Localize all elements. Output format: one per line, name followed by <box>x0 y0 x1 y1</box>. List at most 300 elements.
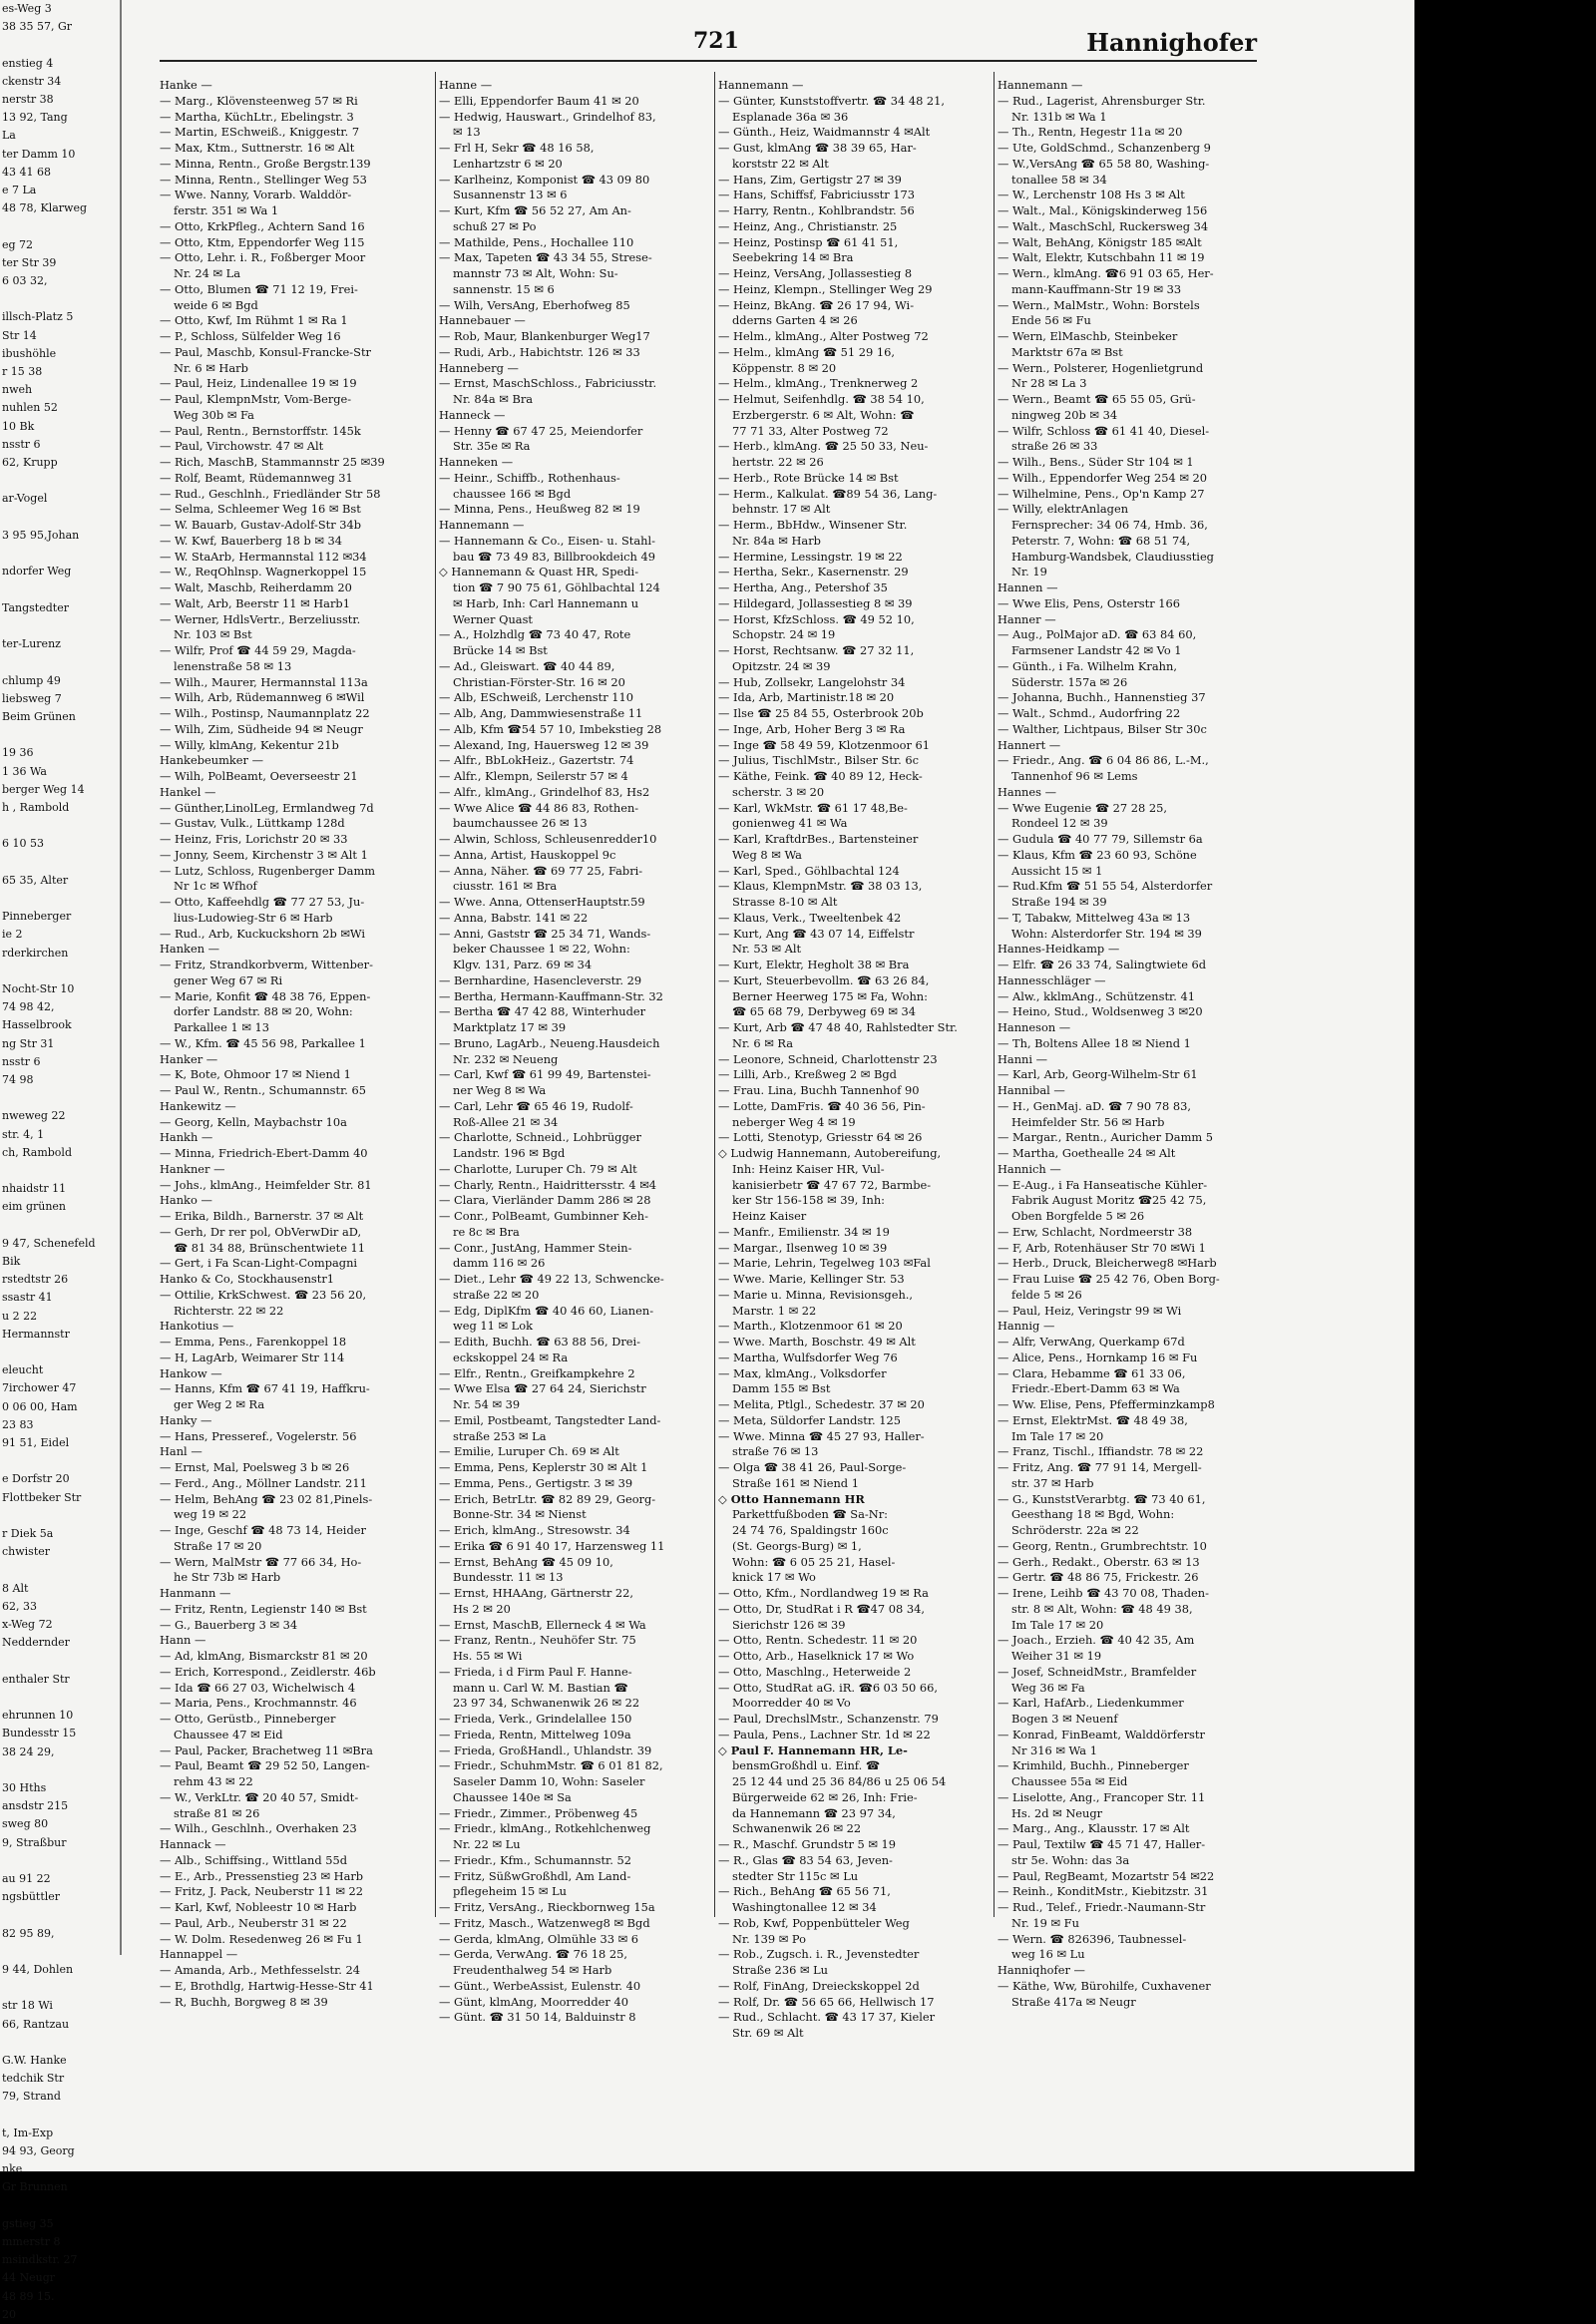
fragment-line: nsstr 6 <box>2 437 41 451</box>
directory-entry: — Erw, Schlacht, Nordmeerstr 38 <box>998 1224 1193 1239</box>
directory-entry: — Heinz, VersAng, Jollassestieg 8 <box>718 266 913 280</box>
directory-entry: Nr. 139 ✉ Po <box>732 1931 806 1946</box>
directory-entry: — Otto, Blumen ☎ 71 12 19, Frei- <box>160 281 358 296</box>
directory-entry: — Frieda, Rentn, Mittelweg 109a <box>439 1727 631 1742</box>
directory-entry: — Inge, Arb, Hoher Berg 3 ✉ Ra <box>718 721 906 736</box>
directory-entry: Weg 8 ✉ Wa <box>732 847 802 862</box>
directory-entry: — Paul, Heiz, Lindenallee 19 ✉ 19 <box>160 376 357 391</box>
fragment-line: ngsbüttler <box>2 1890 61 1904</box>
fragment-line: 9 44, Dohlen <box>2 1962 74 1976</box>
directory-entry: Oben Borgfelde 5 ✉ 26 <box>1011 1209 1145 1223</box>
fragment-line: 48 89 15. <box>2 2289 55 2303</box>
directory-entry: Marktplatz 17 ✉ 39 <box>453 1020 567 1034</box>
directory-entry: — Horst, Rechtsanw. ☎ 27 32 11, <box>718 643 915 657</box>
directory-entry: — E-Aug., i Fa Hanseatische Kühler- <box>998 1177 1208 1192</box>
directory-entry: — Paul, Rentn., Bernstorffstr. 145k <box>160 423 361 438</box>
fragment-line: 7irchower 47 <box>2 1381 77 1395</box>
directory-entry: 77 71 33, Alter Postweg 72 <box>732 423 889 438</box>
fragment-line: 13 92, Tang <box>2 111 68 125</box>
surname-heading: Hannack — <box>160 1837 226 1851</box>
directory-entry: — Anna, Artist, Hauskoppel 9c <box>439 847 616 862</box>
directory-entry: — Frau Luise ☎ 25 42 76, Oben Borg- <box>998 1272 1220 1286</box>
directory-entry: Nr. 103 ✉ Bst <box>174 627 252 642</box>
directory-entry: — Th., Rentn, Hegestr 11a ✉ 20 <box>998 125 1183 140</box>
directory-entry: — Emma, Pens., Farenkoppel 18 <box>160 1335 347 1349</box>
surname-heading: Hannappel — <box>160 1947 238 1962</box>
directory-entry: — Fritz, Rentn, Legienstr 140 ✉ Bst <box>160 1601 367 1616</box>
fragment-line: eg 72 <box>2 237 34 251</box>
surname-heading: Hankotius — <box>160 1319 234 1334</box>
directory-entry: — Kurt, Kfm ☎ 56 52 27, Am An- <box>439 203 631 217</box>
directory-entry: — Rud., Arb, Kuckuckshorn 2b ✉Wi <box>160 926 366 941</box>
directory-entry: — Kurt, Arb ☎ 47 48 40, Rahlstedter Str. <box>718 1020 958 1034</box>
directory-entry: — Hans, Zim, Gertigstr 27 ✉ 39 <box>718 172 902 187</box>
directory-entry: Moorredder 40 ✉ Vo <box>732 1696 851 1711</box>
directory-entry: baumchaussee 26 ✉ 13 <box>453 816 588 831</box>
directory-entry: — Bernhardine, Hasencleverstr. 29 <box>439 972 642 987</box>
directory-entry: — Elfr., Rentn., Greifkampkehre 2 <box>439 1365 635 1380</box>
directory-entry: beker Chaussee 1 ✉ 22, Wohn: <box>453 942 630 957</box>
directory-entry: — Diet., Lehr ☎ 49 22 13, Schwencke- <box>439 1272 664 1286</box>
surname-heading: Hanker — <box>160 1051 218 1066</box>
directory-entry: — Rob, Kwf, Poppenbütteler Weg <box>718 1915 910 1930</box>
fragment-line: 74 98 <box>2 1072 34 1086</box>
directory-entry: — Minna, Pens., Heußweg 82 ✉ 19 <box>439 502 640 517</box>
directory-entry: — Werner, HdlsVertr., Berzeliusstr. <box>160 611 361 626</box>
directory-entry: — Hub, Zollsekr, Langelohstr 34 <box>718 674 906 689</box>
directory-entry: — Rob., Zugsch. i. R., Jevenstedter <box>718 1947 920 1962</box>
fragment-line <box>0 1761 120 1779</box>
directory-entry: — Marie u. Minna, Revisionsgeh., <box>718 1287 914 1302</box>
directory-entry: — Wwe. Nanny, Vorarb. Walddör- <box>160 188 352 202</box>
fragment-line: 8 Alt <box>2 1581 29 1595</box>
surname-heading: Hankewitz — <box>160 1098 236 1113</box>
directory-entry: — Rob, Maur, Blankenburger Weg17 <box>439 329 650 343</box>
directory-entry: Tannenhof 96 ✉ Lems <box>1011 769 1138 783</box>
directory-entry: straße 76 ✉ 13 <box>732 1444 819 1459</box>
directory-entry: Berner Heerweg 175 ✉ Fa, Wohn: <box>732 988 928 1003</box>
directory-entry: Nr. 24 ✉ La <box>174 266 241 280</box>
fragment-line <box>0 1979 120 1997</box>
fragment-line: nhaidstr 11 <box>2 1182 67 1196</box>
directory-entry: — Alb, ESchweiß, Lerchenstr 110 <box>439 690 634 705</box>
directory-entry: — Edg, DiplKfm ☎ 40 46 60, Lianen- <box>439 1303 654 1318</box>
directory-entry: Christian-Förster-Str. 16 ✉ 20 <box>453 674 625 689</box>
directory-entry: — Rolf, FinAng, Dreieckskoppel 2d <box>718 1978 920 1993</box>
fragment-line <box>0 545 120 563</box>
directory-entry: — Helm., klmAng., Trenknerweg 2 <box>718 376 919 391</box>
directory-entry: — H, LagArb, Weimarer Str 114 <box>160 1350 345 1364</box>
directory-entry: — Mathilde, Pens., Hochallee 110 <box>439 234 634 249</box>
fragment-line: 62, Krupp <box>2 456 58 470</box>
fragment-line: Gr Brunnen <box>2 2180 68 2194</box>
directory-entry: — Klaus, Verk., Tweeltenbek 42 <box>718 910 902 925</box>
directory-entry: — Georg, Kelln, Maybachstr 10a <box>160 1114 347 1129</box>
fragment-line: 43 41 68 <box>2 165 51 179</box>
directory-entry: Parkettfußboden ☎ Sa-Nr: <box>732 1507 888 1522</box>
directory-entry: Freudenthalweg 54 ✉ Harb <box>453 1963 612 1977</box>
directory-entry: — Käthe, Ww, Bürohilfe, Cuxhavener <box>998 1978 1211 1993</box>
fragment-line <box>0 963 120 980</box>
directory-entry: — Ottilie, KrkSchwest. ☎ 23 56 20, <box>160 1287 367 1302</box>
directory-entry: — Rud., Schlacht. ☎ 43 17 37, Kieler <box>718 2010 936 2025</box>
directory-entry: — Fritz, SüßwGroßhdl, Am Land- <box>439 1868 631 1883</box>
directory-entry: — Wilh., Eppendorfer Weg 254 ✉ 20 <box>998 470 1208 485</box>
directory-entry: — Jonny, Seem, Kirchenstr 3 ✉ Alt 1 <box>160 847 368 862</box>
fragment-line: Flottbeker Str <box>2 1490 82 1504</box>
directory-entry: — Otto, Dr, StudRat i R ☎47 08 34, <box>718 1601 925 1616</box>
directory-entry: tion ☎ 7 90 75 61, Göhlbachtal 124 <box>453 581 660 594</box>
fragment-line: 3 95 95,Johan <box>2 528 80 542</box>
directory-entry: Wohn: ☎ 6 05 25 21, Hasel- <box>732 1554 896 1569</box>
fragment-line: illsch-Platz 5 <box>2 310 74 324</box>
directory-entry: — Karl, Sped., Göhlbachtal 124 <box>718 863 900 878</box>
directory-entry: — Ilse ☎ 25 84 55, Osterbrook 20b <box>718 706 924 720</box>
directory-entry: mannstr 73 ✉ Alt, Wohn: Su- <box>453 266 618 280</box>
directory-entry: — W., VerkLtr. ☎ 20 40 57, Smidt- <box>160 1789 359 1804</box>
fragment-line: nsstr 6 <box>2 1054 41 1068</box>
directory-entry: damm 116 ✉ 26 <box>453 1256 546 1271</box>
surname-heading: Hannemann — <box>718 78 804 92</box>
directory-entry: — Franz, Tischl., Iffiandstr. 78 ✉ 22 <box>998 1444 1204 1459</box>
directory-entry: Heinz Kaiser <box>732 1209 807 1223</box>
directory-entry: — Reinh., KonditMstr., Kiebitzstr. 31 <box>998 1884 1209 1899</box>
directory-entry: — Erika ☎ 6 91 40 17, Harzensweg 11 <box>439 1538 665 1553</box>
directory-entry: Schröderstr. 22a ✉ 22 <box>1011 1523 1139 1537</box>
directory-entry: — Karl, KraftdrBes., Bartensteiner <box>718 832 919 846</box>
page-header <box>160 28 1257 68</box>
directory-entry: — Clara, Vierländer Damm 286 ✉ 28 <box>439 1193 651 1208</box>
fragment-line: r 15 38 <box>2 365 43 379</box>
directory-entry: — K, Bote, Ohmoor 17 ✉ Niend 1 <box>160 1067 351 1082</box>
fragment-line: 10 Bk <box>2 419 35 433</box>
directory-entry: Straße 236 ✉ Lu <box>732 1963 829 1977</box>
fragment-line: 9 47, Schenefeld <box>2 1236 96 1250</box>
directory-entry: — Walt., MaschSchl, Ruckersweg 34 <box>998 218 1209 233</box>
directory-entry: — Irene, Leihb ☎ 43 70 08, Thaden- <box>998 1586 1209 1600</box>
directory-entry: — Emil, Postbeamt, Tangstedter Land- <box>439 1412 661 1427</box>
directory-entry: — Ida ☎ 66 27 03, Wichelwisch 4 <box>160 1680 356 1695</box>
directory-entry: — Martha, KüchLtr., Ebelingstr. 3 <box>160 109 354 124</box>
directory-entry: he Str 73b ✉ Harb <box>174 1570 281 1585</box>
directory-entry: — G., KunststVerarbtg. ☎ 73 40 61, <box>998 1491 1206 1506</box>
directory-entry: — Heinr., Schiffb., Rothenhaus- <box>439 470 620 485</box>
header-rule <box>160 60 1257 62</box>
directory-entry: Nr. 84a ✉ Bra <box>453 392 534 406</box>
fragment-line: ansdstr 215 <box>2 1799 69 1813</box>
directory-entry: — Paul, Beamt ☎ 29 52 50, Langen- <box>160 1758 370 1773</box>
directory-entry: — Karl, HafArb., Liedenkummer <box>998 1696 1184 1711</box>
fragment-line <box>0 509 120 527</box>
directory-entry: — Friedr., klmAng., Rotkehlchenweg <box>439 1821 651 1836</box>
directory-entry: — Willy, klmAng, Kekentur 21b <box>160 737 339 752</box>
directory-entry: — Charly, Rentn., Haidrittersstr. 4 ✉4 <box>439 1177 656 1192</box>
directory-entry: — Gertr. ☎ 48 86 75, Frickestr. 26 <box>998 1570 1199 1585</box>
directory-entry: — Liselotte, Ang., Francoper Str. 11 <box>998 1789 1206 1804</box>
directory-entry: — Gert, i Fa Scan-Light-Compagni <box>160 1256 358 1271</box>
directory-entry: Weg 36 ✉ Fa <box>1011 1680 1085 1695</box>
fragment-line: ssastr 41 <box>2 1291 53 1305</box>
directory-entry: — Alfr., Klempn, Seilerstr 57 ✉ 4 <box>439 769 628 783</box>
directory-entry: Lenhartzstr 6 ✉ 20 <box>453 156 563 171</box>
directory-entry: — Selma, Schleemer Weg 16 ✉ Bst <box>160 502 361 517</box>
fragment-line: 38 24 29, <box>2 1744 55 1758</box>
directory-entry: — Gerh, Dr rer pol, ObVerwDir aD, <box>160 1224 362 1239</box>
directory-entry: ningweg 20b ✉ 34 <box>1011 407 1118 422</box>
directory-entry: Bogen 3 ✉ Neuenf <box>1011 1712 1118 1726</box>
directory-entry: straße 81 ✉ 26 <box>174 1805 260 1820</box>
directory-entry: — Krimhild, Buchh., Pinneberger <box>998 1758 1189 1773</box>
directory-entry: — Rich., BehAng ☎ 65 56 71, <box>718 1884 891 1899</box>
directory-entry: — W. StaArb, Hermannstal 112 ✉34 <box>160 549 367 564</box>
directory-entry: — Otto, Kwf, Im Rühmt 1 ✉ Ra 1 <box>160 313 348 328</box>
directory-entry: Nr. 232 ✉ Neueng <box>453 1051 559 1066</box>
directory-entry: — Helm., klmAng., Alter Postweg 72 <box>718 329 929 343</box>
directory-entry: — Klaus, KlempnMstr. ☎ 38 03 13, <box>718 879 923 894</box>
directory-entry: — Friedr., Ang. ☎ 6 04 86 86, L.-M., <box>998 753 1209 768</box>
fragment-line <box>0 581 120 599</box>
directory-entry: Nr. 53 ✉ Alt <box>732 942 802 957</box>
fragment-line: chwister <box>2 1545 51 1559</box>
directory-entry: chaussee 166 ✉ Bgd <box>453 486 572 501</box>
directory-entry: — Friedr., Zimmer., Pröbenweg 45 <box>439 1805 638 1820</box>
directory-entry: — Paul, Maschb, Konsul-Francke-Str <box>160 344 371 359</box>
directory-entry: ☎ 81 34 88, Brünschentwiete 11 <box>174 1240 366 1255</box>
directory-entry: — Bertha, Hermann-Kauffmann-Str. 32 <box>439 988 663 1003</box>
directory-entry: — Walt, Maschb, Reiherdamm 20 <box>160 581 352 594</box>
directory-entry: — Wern., MalMstr., Wohn: Borstels <box>998 297 1200 312</box>
directory-entry: — Ww. Elise, Pens, Pfefferminzkamp8 <box>998 1397 1215 1411</box>
directory-entry: — Erich, klmAng., Stresowstr. 34 <box>439 1523 630 1537</box>
fragment-line: 94 93, Georg <box>2 2143 75 2157</box>
directory-entry: — Ernst, MaschSchloss., Fabriciusstr. <box>439 376 657 391</box>
directory-entry: — Johanna, Buchh., Hannenstieg 37 <box>998 690 1206 705</box>
directory-entry: — Alb, Kfm ☎54 57 10, Imbekstieg 28 <box>439 721 662 736</box>
fragment-line: 6 03 32, <box>2 274 48 288</box>
fragment-line: str. 4, 1 <box>2 1127 45 1141</box>
directory-entry: 25 12 44 und 25 36 84/86 u 25 06 54 <box>732 1774 947 1788</box>
directory-entry: — Paul W., Rentn., Schumannstr. 65 <box>160 1083 367 1097</box>
directory-entry: Schopstr. 24 ✉ 19 <box>732 627 836 642</box>
directory-entry: — Rud., Telef., Friedr.-Naumann-Str <box>998 1900 1206 1914</box>
fragment-line: 38 35 57, Gr <box>2 20 73 34</box>
directory-entry: weg 11 ✉ Lok <box>453 1319 534 1334</box>
directory-entry: — Marth., Klotzenmoor 61 ✉ 20 <box>718 1319 903 1334</box>
surname-heading: Hanneberg — <box>439 360 519 375</box>
directory-entry: — Marg., Klövensteenweg 57 ✉ Ri <box>160 93 358 108</box>
directory-entry: — Margar., Rentn., Auricher Damm 5 <box>998 1130 1214 1145</box>
directory-entry: ✉ Harb, Inh: Carl Hannemann u <box>453 595 639 610</box>
directory-entry: — Paula, Pens., Lachner Str. 1d ✉ 22 <box>718 1727 931 1742</box>
fragment-line: e 7 La <box>2 184 37 197</box>
fragment-line: enthaler Str <box>2 1672 70 1686</box>
directory-entry: — Alwin, Schloss, Schleusenredder10 <box>439 832 657 846</box>
directory-entry: — Gudula ☎ 40 77 79, Sillemstr 6a <box>998 832 1203 846</box>
directory-entry: — Georg, Rentn., Grumbrechtstr. 10 <box>998 1538 1207 1553</box>
directory-entry: — Helm., klmAng ☎ 51 29 16, <box>718 344 895 359</box>
directory-entry: Süderstr. 157a ✉ 26 <box>1011 674 1128 689</box>
scan-background <box>1414 0 1596 2171</box>
directory-entry: korststr 22 ✉ Alt <box>732 156 829 171</box>
directory-entry: Str. 35e ✉ Ra <box>453 439 531 454</box>
directory-entry: — Elfr. ☎ 26 33 74, Salingtwiete 6d <box>998 958 1207 971</box>
directory-entry: — Alfr., klmAng., Grindelhof 83, Hs2 <box>439 784 650 799</box>
directory-entry: — Heinz, Fris, Lorichstr 20 ✉ 33 <box>160 832 348 846</box>
directory-entry: — Herb., Rote Brücke 14 ✉ Bst <box>718 470 899 485</box>
directory-entry: Marktstr 67a ✉ Bst <box>1011 344 1123 359</box>
surname-heading: Hankow — <box>160 1365 222 1380</box>
directory-entry: neberger Weg 4 ✉ 19 <box>732 1114 856 1129</box>
fragment-line: Beim Grünen <box>2 709 76 723</box>
fragment-line: u 2 22 <box>2 1309 38 1323</box>
directory-entry: (St. Georgs-Burg) ✉ 1, <box>732 1538 862 1553</box>
directory-entry: Hs. 55 ✉ Wi <box>453 1649 523 1663</box>
directory-entry: — Anni, Gaststr ☎ 25 34 71, Wands- <box>439 926 651 941</box>
directory-entry: ◇ Otto Hannemann HR <box>718 1491 865 1506</box>
fragment-line: sweg 80 <box>2 1817 49 1831</box>
fragment-line: gstieg 35 <box>2 2216 54 2230</box>
directory-entry: — Hertha, Ang., Petershof 35 <box>718 581 888 594</box>
directory-entry: — Lotti, Stenotyp, Griesstr 64 ✉ 26 <box>718 1130 923 1145</box>
directory-entry: — Rudi, Arb., Habichtstr. 126 ✉ 33 <box>439 344 640 359</box>
directory-entry: — W., Kfm. ☎ 45 56 98, Parkallee 1 <box>160 1035 366 1050</box>
directory-entry: ◇ Hannemann & Quast HR, Spedi- <box>439 565 639 580</box>
fragment-line: 9, Straßbur <box>2 1835 67 1849</box>
surname-heading: Hanniqhofer — <box>998 1963 1085 1977</box>
directory-entry: Werner Quast <box>453 611 533 626</box>
directory-entry: — Herb., klmAng. ☎ 25 50 33, Neu- <box>718 439 929 454</box>
directory-entry: Heimfelder Str. 56 ✉ Harb <box>1011 1114 1165 1129</box>
directory-entry: — Hildegard, Jollassestieg 8 ✉ 39 <box>718 595 913 610</box>
surname-heading: Hanko — <box>160 1193 212 1208</box>
directory-entry: — Ida, Arb, Martinistr.18 ✉ 20 <box>718 690 895 705</box>
directory-entry: Ende 56 ✉ Fu <box>1011 313 1091 328</box>
directory-entry: Chaussee 47 ✉ Eid <box>174 1727 283 1742</box>
directory-entry: — Hermine, Lessingstr. 19 ✉ 22 <box>718 549 903 564</box>
directory-entry: — Emma, Pens., Gertigstr. 3 ✉ 39 <box>439 1475 633 1490</box>
directory-entry: Washingtonallee 12 ✉ 34 <box>732 1900 877 1914</box>
directory-entry: — Paul, RegBeamt, Mozartstr 54 ✉22 <box>998 1868 1215 1883</box>
directory-entry: Susannenstr 13 ✉ 6 <box>453 188 568 202</box>
directory-entry: — Manfr., Emilienstr. 34 ✉ 19 <box>718 1224 890 1239</box>
directory-entry: — Walther, Lichtpaus, Bilser Str 30c <box>998 721 1207 736</box>
directory-entry: — Carl, Lehr ☎ 65 46 19, Rudolf- <box>439 1098 633 1113</box>
directory-entry: — Herb., Druck, Bleicherweg8 ✉Harb <box>998 1256 1217 1271</box>
directory-entry: Marstr. 1 ✉ 22 <box>732 1303 817 1318</box>
directory-entry: — Otto, Ktm, Eppendorfer Weg 115 <box>160 234 365 249</box>
directory-entry: Hamburg-Wandsbek, Claudiusstieg <box>1011 549 1214 564</box>
fragment-line: Neddernder <box>2 1636 70 1650</box>
fragment-line <box>0 1452 120 1470</box>
fragment-line: ndorfer Weg <box>2 565 72 579</box>
directory-entry: — Edith, Buchh. ☎ 63 88 56, Drei- <box>439 1335 641 1349</box>
fragment-line <box>0 817 120 835</box>
directory-entry: — Alb, Ang, Dammwiesenstraße 11 <box>439 706 643 720</box>
directory-entry: — Ernst, BehAng ☎ 45 09 10, <box>439 1554 613 1569</box>
surname-heading: Hanken — <box>160 942 220 957</box>
directory-entry: — Wwe. Minna ☎ 45 27 93, Haller- <box>718 1428 925 1443</box>
fragment-line <box>0 854 120 872</box>
directory-entry: — H., GenMaj. aD. ☎ 7 90 78 83, <box>998 1098 1191 1113</box>
directory-entry: — Wilh., Postinsp, Naumannplatz 22 <box>160 706 370 720</box>
surname-heading: Hannesschläger — <box>998 972 1106 987</box>
directory-entry: dorfer Landstr. 88 ✉ 20, Wohn: <box>174 1004 353 1019</box>
directory-entry: behnstr. 17 ✉ Alt <box>732 502 831 517</box>
surname-heading: Hanky — <box>160 1412 212 1427</box>
fragment-line: h , Rambold <box>2 800 70 814</box>
directory-entry: — Hanns, Kfm ☎ 67 41 19, Haffkru- <box>160 1381 370 1396</box>
fragment-line: au 91 22 <box>2 1871 51 1885</box>
fragment-line <box>0 36 120 54</box>
directory-entry: Nr. 19 <box>1011 565 1047 580</box>
directory-entry: Nr 316 ✉ Wa 1 <box>1011 1743 1097 1757</box>
directory-entry: Nr 28 ✉ La 3 <box>1011 376 1087 391</box>
fragment-line: tedchik Str <box>2 2072 65 2086</box>
directory-entry: ◇ Paul F. Hannemann HR, Le- <box>718 1743 908 1757</box>
fragment-line: 30 Hths <box>2 1780 47 1794</box>
fragment-line: 0 06 00, Ham <box>2 1399 78 1413</box>
directory-entry: — Friedr., Kfm., Schumannstr. 52 <box>439 1852 631 1867</box>
fragment-line: ehrunnen 10 <box>2 1709 74 1723</box>
directory-entry: — Joach., Erzieh. ☎ 40 42 35, Am <box>998 1633 1195 1648</box>
directory-entry: — Johs., klmAng., Heimfelder Str. 81 <box>160 1177 372 1192</box>
directory-entry: Peterstr. 7, Wohn: ☎ 68 51 74, <box>1011 533 1191 548</box>
directory-entry: Farmsener Landstr 42 ✉ Vo 1 <box>1011 643 1182 657</box>
surname-heading: Hankner — <box>160 1161 225 1176</box>
directory-entry: Nr. 84a ✉ Harb <box>732 533 821 548</box>
previous-page-fragment <box>0 0 122 2321</box>
fragment-line: r Diek 5a <box>2 1527 54 1541</box>
directory-entry: — Wern., Beamt ☎ 65 55 05, Grü- <box>998 392 1196 406</box>
directory-entry: Bonne-Str. 34 ✉ Nienst <box>453 1507 587 1522</box>
directory-entry: — Lutz, Schloss, Rugenberger Damm <box>160 863 376 878</box>
directory-entry: — Ferd., Ang., Möllner Landstr. 211 <box>160 1475 367 1490</box>
directory-entry: — Paul, Heiz, Veringstr 99 ✉ Wi <box>998 1303 1182 1318</box>
directory-entry: — Heinz, BkAng. ☎ 26 17 94, Wi- <box>718 297 915 312</box>
directory-entry: — F, Arb, Rotenhäuser Str 70 ✉Wi 1 <box>998 1240 1206 1255</box>
directory-entry: — Hedwig, Hauswart., Grindelhof 83, <box>439 109 656 124</box>
fragment-line <box>0 1689 120 1707</box>
directory-entry: — Wilh., Geschlnh., Overhaken 23 <box>160 1821 357 1836</box>
directory-entry: Hs. 2d ✉ Neugr <box>1011 1805 1103 1820</box>
surname-heading: Hannemann — <box>998 78 1083 92</box>
directory-entry: — Ute, GoldSchmd., Schanzenberg 9 <box>998 141 1211 155</box>
directory-entry: — Inge ☎ 58 49 59, Klotzenmoor 61 <box>718 737 931 752</box>
directory-entry: Nr 1c ✉ Wfhof <box>174 879 257 894</box>
directory-entry: Im Tale 17 ✉ 20 <box>1011 1428 1104 1443</box>
surname-heading: Hannert — <box>998 737 1061 752</box>
directory-entry: 23 97 34, Schwanenwik 26 ✉ 22 <box>453 1696 640 1711</box>
directory-entry: — Frau. Lina, Buchh Tannenhof 90 <box>718 1083 920 1097</box>
directory-entry: — Marg., Ang., Klausstr. 17 ✉ Alt <box>998 1821 1190 1836</box>
directory-entry: — Rolf, Beamt, Rüdemannweg 31 <box>160 470 353 485</box>
surname-heading: Hankebeumker — <box>160 753 263 768</box>
directory-entry: — Frieda, Verk., Grindelallee 150 <box>439 1712 632 1726</box>
directory-entry: mann u. Carl W. M. Bastian ☎ <box>453 1680 628 1695</box>
directory-entry: Roß-Allee 21 ✉ 34 <box>453 1114 559 1129</box>
directory-entry: Wohn: Alsterdorfer Str. 194 ✉ 39 <box>1011 926 1202 941</box>
directory-entry: — Paul, Virchowstr. 47 ✉ Alt <box>160 439 324 454</box>
fragment-line: Tangstedter <box>2 600 69 614</box>
directory-entry: Nr. 131b ✉ Wa 1 <box>1011 109 1107 124</box>
directory-entry: — Otto, Maschlng., Heterweide 2 <box>718 1664 912 1679</box>
fragment-line: 62, 33 <box>2 1599 37 1613</box>
directory-entry: — Frieda, GroßHandl., Uhlandstr. 39 <box>439 1743 652 1757</box>
fragment-line: berger Weg 14 <box>2 782 85 796</box>
fragment-line <box>0 890 120 908</box>
directory-entry: — Wilfr, Schloss ☎ 61 41 40, Diesel- <box>998 423 1210 438</box>
directory-entry: — Käthe, Feink. ☎ 40 89 12, Heck- <box>718 769 923 783</box>
